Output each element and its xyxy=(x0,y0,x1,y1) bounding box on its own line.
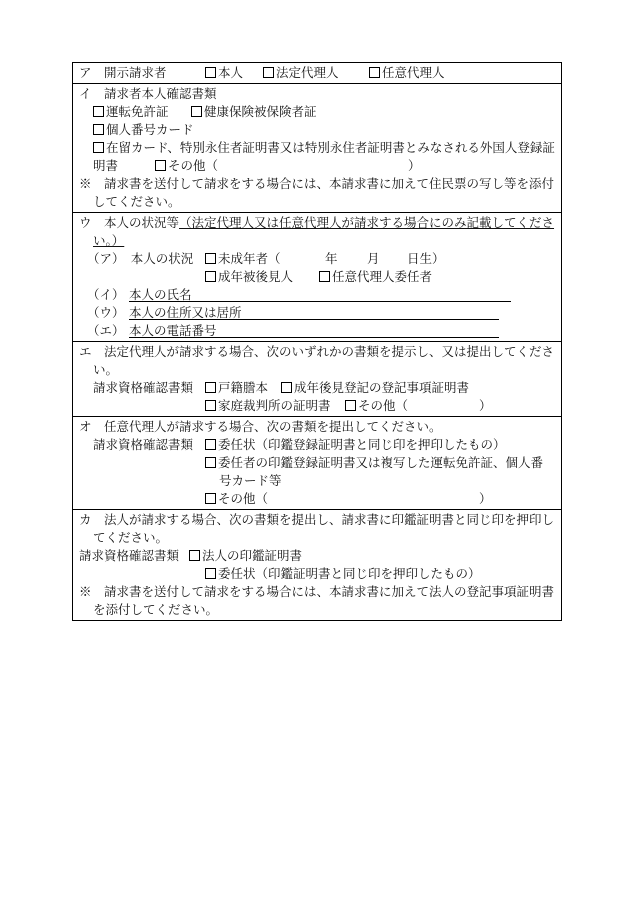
checkbox-icon[interactable] xyxy=(205,439,216,450)
id-residence-option[interactable]: 在留カード、特別永住者証明書又は特別永住者証明書とみなされる外国人登録証明書 その他（ ） xyxy=(93,140,555,173)
requester-label: ア 開示請求者 xyxy=(79,65,167,80)
section-requester xyxy=(73,63,561,83)
checkbox-icon[interactable] xyxy=(205,568,216,579)
section-principal-status xyxy=(73,212,561,341)
checkbox-icon[interactable] xyxy=(205,400,216,411)
requester-legal-agent-option[interactable]: 法定代理人 xyxy=(263,64,339,82)
status-minor-option[interactable]: 未成年者（ xyxy=(205,250,281,268)
status-delegator-option[interactable]: 任意代理人委任者 xyxy=(319,268,432,286)
section-corporation xyxy=(73,509,561,620)
id-insurance-option[interactable]: 健康保険被保険者証 xyxy=(191,103,317,121)
status-guardian-option[interactable]: 成年被後見人 xyxy=(205,268,293,286)
corporation-intro: カ 法人が請求する場合、次の書類を提出し、請求書に印鑑証明書と同じ印を押印してください。 xyxy=(79,512,555,545)
voluntary-agent-intro: オ 任意代理人が請求する場合、次の書類を提出してください。 xyxy=(79,419,442,434)
checkbox-icon[interactable] xyxy=(345,400,356,411)
identity-note: ※ 請求書を送付して請求をする場合には、本請求書に加えて住民票の写し等を添付してください。 xyxy=(79,176,555,209)
principal-phone-label: 本人の電話番号 xyxy=(129,323,217,338)
disclosure-request-form xyxy=(72,62,562,621)
birth-month-unit: 月 xyxy=(367,251,380,266)
principal-name-label: 本人の氏名 xyxy=(129,287,192,302)
requester-voluntary-agent-option[interactable]: 任意代理人 xyxy=(369,64,445,82)
principal-status-title: ウ 本人の状況等（法定代理人又は任意代理人が請求する場合にのみ記載してください。） xyxy=(79,215,555,248)
voluntary-seal-option[interactable]: 委任者の印鑑登録証明書又は複写した運転免許証、個人番号カード等 xyxy=(205,454,555,490)
checkbox-icon[interactable] xyxy=(205,457,216,468)
checkbox-icon[interactable] xyxy=(191,106,202,117)
voluntary-other-option[interactable]: その他（ ） xyxy=(205,490,555,508)
legal-agent-intro: エ 法定代理人が請求する場合、次のいずれかの書類を提示し、又は提出してください。 xyxy=(79,344,555,377)
checkbox-icon[interactable] xyxy=(319,271,330,282)
section-identity-documents xyxy=(73,83,561,212)
legal-registry-option[interactable]: 成年後見登記の登記事項証明書 xyxy=(281,379,469,397)
id-license-option[interactable]: 運転免許証 xyxy=(93,103,169,121)
legal-koseki-option[interactable]: 戸籍謄本 xyxy=(205,379,268,397)
principal-status-label: （ア） 本人の状況 xyxy=(87,251,194,266)
checkbox-icon[interactable] xyxy=(93,142,104,153)
checkbox-icon[interactable] xyxy=(93,106,104,117)
checkbox-icon[interactable] xyxy=(263,67,274,78)
checkbox-icon[interactable] xyxy=(205,493,216,504)
checkbox-icon[interactable] xyxy=(205,271,216,282)
principal-name-num: （イ） xyxy=(87,287,125,302)
checkbox-icon[interactable] xyxy=(281,382,292,393)
checkbox-icon[interactable] xyxy=(205,382,216,393)
checkbox-icon[interactable] xyxy=(155,160,166,171)
birth-day-unit: 日生） xyxy=(407,251,445,266)
principal-address-num: （ウ） xyxy=(87,305,125,320)
voluntary-agent-docs-label: 請求資格確認書類 xyxy=(93,437,194,452)
checkbox-icon[interactable] xyxy=(189,550,200,561)
principal-phone-num: （エ） xyxy=(87,323,125,338)
birth-year-unit: 年 xyxy=(325,251,338,266)
corp-proxy-option[interactable]: 委任状（印鑑証明書と同じ印を押印したもの） xyxy=(205,565,481,583)
principal-phone-field[interactable] xyxy=(129,337,499,338)
legal-other-option[interactable]: その他（ xyxy=(345,397,408,415)
principal-address-field[interactable] xyxy=(129,319,499,320)
section-legal-agent xyxy=(73,341,561,416)
voluntary-proxy-option[interactable]: 委任状（印鑑登録証明書と同じ印を押印したもの） xyxy=(205,436,555,454)
legal-other-close: ） xyxy=(479,398,492,413)
checkbox-icon[interactable] xyxy=(93,124,104,135)
legal-agent-docs-label: 請求資格確認書類 xyxy=(93,380,194,395)
id-mynumber-option[interactable]: 個人番号カード xyxy=(93,121,194,139)
requester-self-option[interactable]: 本人 xyxy=(205,64,243,82)
principal-address-label: 本人の住所又は居所 xyxy=(129,305,242,320)
corporation-docs-label: 請求資格確認書類 xyxy=(79,548,180,563)
identity-documents-title: イ 請求者本人確認書類 xyxy=(79,86,217,101)
checkbox-icon[interactable] xyxy=(205,253,216,264)
checkbox-icon[interactable] xyxy=(369,67,380,78)
principal-name-field[interactable] xyxy=(129,301,511,302)
legal-court-option[interactable]: 家庭裁判所の証明書 xyxy=(205,397,331,415)
checkbox-icon[interactable] xyxy=(205,67,216,78)
id-other-option[interactable]: その他（ ） xyxy=(155,157,421,175)
section-voluntary-agent xyxy=(73,416,561,509)
corporation-note: ※ 請求書を送付して請求をする場合には、本請求書に加えて法人の登記事項証明書を添付してください。 xyxy=(79,584,555,617)
corp-seal-option[interactable]: 法人の印鑑証明書 xyxy=(189,547,302,565)
